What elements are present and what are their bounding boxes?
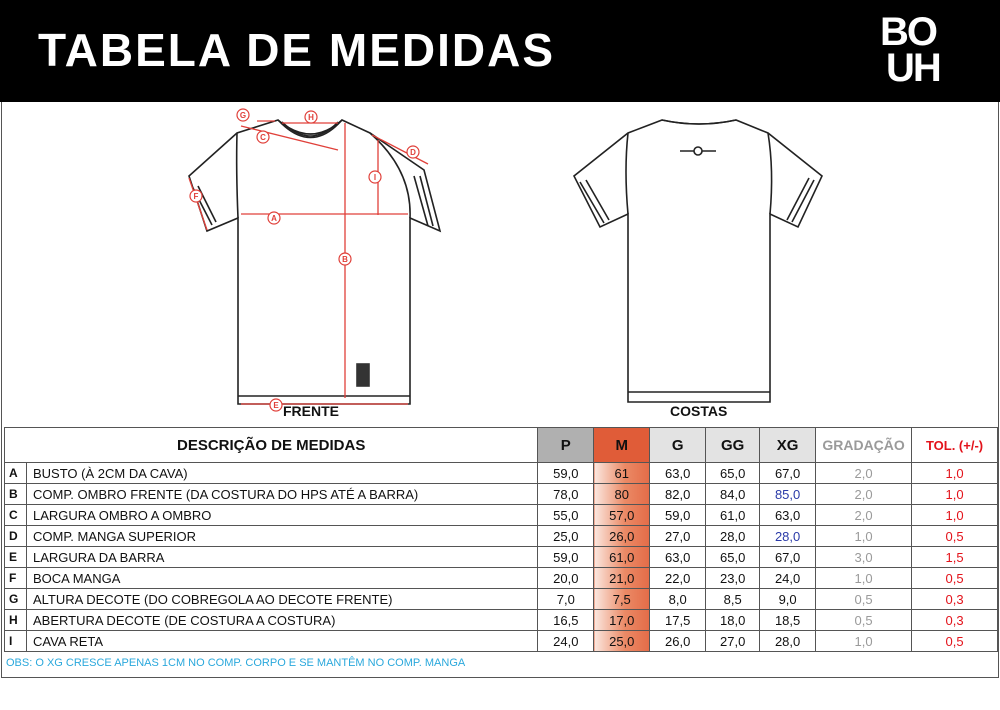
front-label: FRENTE xyxy=(283,403,339,419)
cell-g: 8,0 xyxy=(650,589,706,610)
cell-p: 78,0 xyxy=(538,484,594,505)
front-tshirt-outline xyxy=(189,120,440,404)
cell-grad: 3,0 xyxy=(816,547,912,568)
cell-p: 16,5 xyxy=(538,610,594,631)
cell-gg: 61,0 xyxy=(706,505,760,526)
cell-gg: 23,0 xyxy=(706,568,760,589)
table-row xyxy=(5,631,998,652)
table-row xyxy=(5,568,998,589)
cell-gg: 28,0 xyxy=(706,526,760,547)
cell-p: 20,0 xyxy=(538,568,594,589)
cell-m: 17,0 xyxy=(594,610,650,631)
cell-xg: 18,5 xyxy=(760,610,816,631)
row-description: BOCA MANGA xyxy=(26,568,537,589)
cell-p: 24,0 xyxy=(538,631,594,652)
table-row xyxy=(5,505,998,526)
row-description: ALTURA DECOTE (DO COBREGOLA AO DECOTE FRENTE) xyxy=(26,589,537,610)
table-row xyxy=(5,463,998,484)
cell-gg: 84,0 xyxy=(706,484,760,505)
marker-letter-a: A xyxy=(271,214,277,223)
cell-xg: 9,0 xyxy=(760,589,816,610)
row-code: A xyxy=(5,463,27,484)
cell-xg: 67,0 xyxy=(760,547,816,568)
table-header-row xyxy=(5,428,998,463)
table-row xyxy=(5,547,998,568)
cell-grad: 1,0 xyxy=(816,568,912,589)
cell-g: 63,0 xyxy=(650,547,706,568)
row-description: LARGURA DA BARRA xyxy=(26,547,537,568)
marker-letter-e: E xyxy=(273,401,279,410)
cell-p: 59,0 xyxy=(538,547,594,568)
cell-xg: 28,0 xyxy=(760,631,816,652)
table-row xyxy=(5,589,998,610)
cell-m: 25,0 xyxy=(594,631,650,652)
tshirt-drawing xyxy=(0,102,1000,424)
row-code: B xyxy=(5,484,27,505)
cell-xg: 24,0 xyxy=(760,568,816,589)
measurements-table xyxy=(4,427,998,652)
page-title: TABELA DE MEDIDAS xyxy=(38,24,555,76)
logo-line-1: BO xyxy=(880,10,936,54)
cell-p: 7,0 xyxy=(538,589,594,610)
back-tshirt xyxy=(574,120,822,402)
header-g: G xyxy=(650,428,706,463)
header-gradacao: GRADAÇÃO xyxy=(816,428,912,463)
cell-grad: 2,0 xyxy=(816,484,912,505)
marker-letter-d: D xyxy=(410,148,416,157)
cell-tol: 1,0 xyxy=(912,484,998,505)
cell-grad: 2,0 xyxy=(816,463,912,484)
header-description: DESCRIÇÃO DE MEDIDAS xyxy=(5,428,538,463)
cell-g: 17,5 xyxy=(650,610,706,631)
cell-m: 21,0 xyxy=(594,568,650,589)
marker-letter-b: B xyxy=(342,255,348,264)
row-code: H xyxy=(5,610,27,631)
cell-xg: 63,0 xyxy=(760,505,816,526)
row-code: D xyxy=(5,526,27,547)
table-row xyxy=(5,484,998,505)
cell-g: 22,0 xyxy=(650,568,706,589)
cell-m: 80 xyxy=(594,484,650,505)
cell-tol: 1,0 xyxy=(912,463,998,484)
cell-xg: 28,0 xyxy=(760,526,816,547)
logo-line-2: UH xyxy=(886,46,940,90)
cell-m: 61,0 xyxy=(594,547,650,568)
marker-letter-f: F xyxy=(193,192,199,201)
row-code: F xyxy=(5,568,27,589)
cell-grad: 0,5 xyxy=(816,589,912,610)
cell-gg: 27,0 xyxy=(706,631,760,652)
cell-g: 82,0 xyxy=(650,484,706,505)
front-tshirt xyxy=(189,120,440,404)
cell-tol: 0,5 xyxy=(912,526,998,547)
cell-tol: 0,3 xyxy=(912,589,998,610)
back-tshirt-outline xyxy=(574,120,822,402)
cell-gg: 18,0 xyxy=(706,610,760,631)
row-code: I xyxy=(5,631,27,652)
row-code: G xyxy=(5,589,27,610)
table-row xyxy=(5,610,998,631)
back-neck-ring xyxy=(694,147,702,155)
row-code: E xyxy=(5,547,27,568)
table-row xyxy=(5,526,998,547)
marker-letter-h: H xyxy=(308,113,314,122)
cell-tol: 0,5 xyxy=(912,631,998,652)
cell-grad: 2,0 xyxy=(816,505,912,526)
row-description: CAVA RETA xyxy=(26,631,537,652)
cell-tol: 1,0 xyxy=(912,505,998,526)
header-m: M xyxy=(594,428,650,463)
row-code: C xyxy=(5,505,27,526)
cell-gg: 65,0 xyxy=(706,547,760,568)
cell-g: 26,0 xyxy=(650,631,706,652)
cell-p: 59,0 xyxy=(538,463,594,484)
row-description: LARGURA OMBRO A OMBRO xyxy=(26,505,537,526)
cell-grad: 1,0 xyxy=(816,631,912,652)
cell-xg: 85,0 xyxy=(760,484,816,505)
cell-m: 61 xyxy=(594,463,650,484)
cell-m: 26,0 xyxy=(594,526,650,547)
cell-g: 59,0 xyxy=(650,505,706,526)
cell-m: 7,5 xyxy=(594,589,650,610)
cell-grad: 0,5 xyxy=(816,610,912,631)
cell-tol: 0,3 xyxy=(912,610,998,631)
row-description: BUSTO (À 2CM DA CAVA) xyxy=(26,463,537,484)
cell-tol: 1,5 xyxy=(912,547,998,568)
row-description: COMP. OMBRO FRENTE (DA COSTURA DO HPS ATÉ A BARRA) xyxy=(26,484,537,505)
row-description: COMP. MANGA SUPERIOR xyxy=(26,526,537,547)
cell-g: 63,0 xyxy=(650,463,706,484)
cell-p: 25,0 xyxy=(538,526,594,547)
cell-m: 57,0 xyxy=(594,505,650,526)
brand-logo xyxy=(880,10,966,90)
cell-gg: 65,0 xyxy=(706,463,760,484)
cell-p: 55,0 xyxy=(538,505,594,526)
marker-letter-g: G xyxy=(239,111,247,120)
back-label: COSTAS xyxy=(670,403,728,419)
cell-g: 27,0 xyxy=(650,526,706,547)
header-p: P xyxy=(538,428,594,463)
front-label-tag xyxy=(357,364,369,386)
cell-tol: 0,5 xyxy=(912,568,998,589)
marker-letter-i: I xyxy=(373,173,377,182)
cell-xg: 67,0 xyxy=(760,463,816,484)
footer-note: OBS: O XG CRESCE APENAS 1CM NO COMP. CORPO E SE MANTÊM NO COMP. MANGA xyxy=(6,657,466,669)
row-description: ABERTURA DECOTE (DE COSTURA A COSTURA) xyxy=(26,610,537,631)
header-gg: GG xyxy=(706,428,760,463)
cell-grad: 1,0 xyxy=(816,526,912,547)
header-tolerance: TOL. (+/-) xyxy=(912,428,998,463)
marker-letter-c: C xyxy=(260,133,266,142)
header-xg: XG xyxy=(760,428,816,463)
cell-gg: 8,5 xyxy=(706,589,760,610)
